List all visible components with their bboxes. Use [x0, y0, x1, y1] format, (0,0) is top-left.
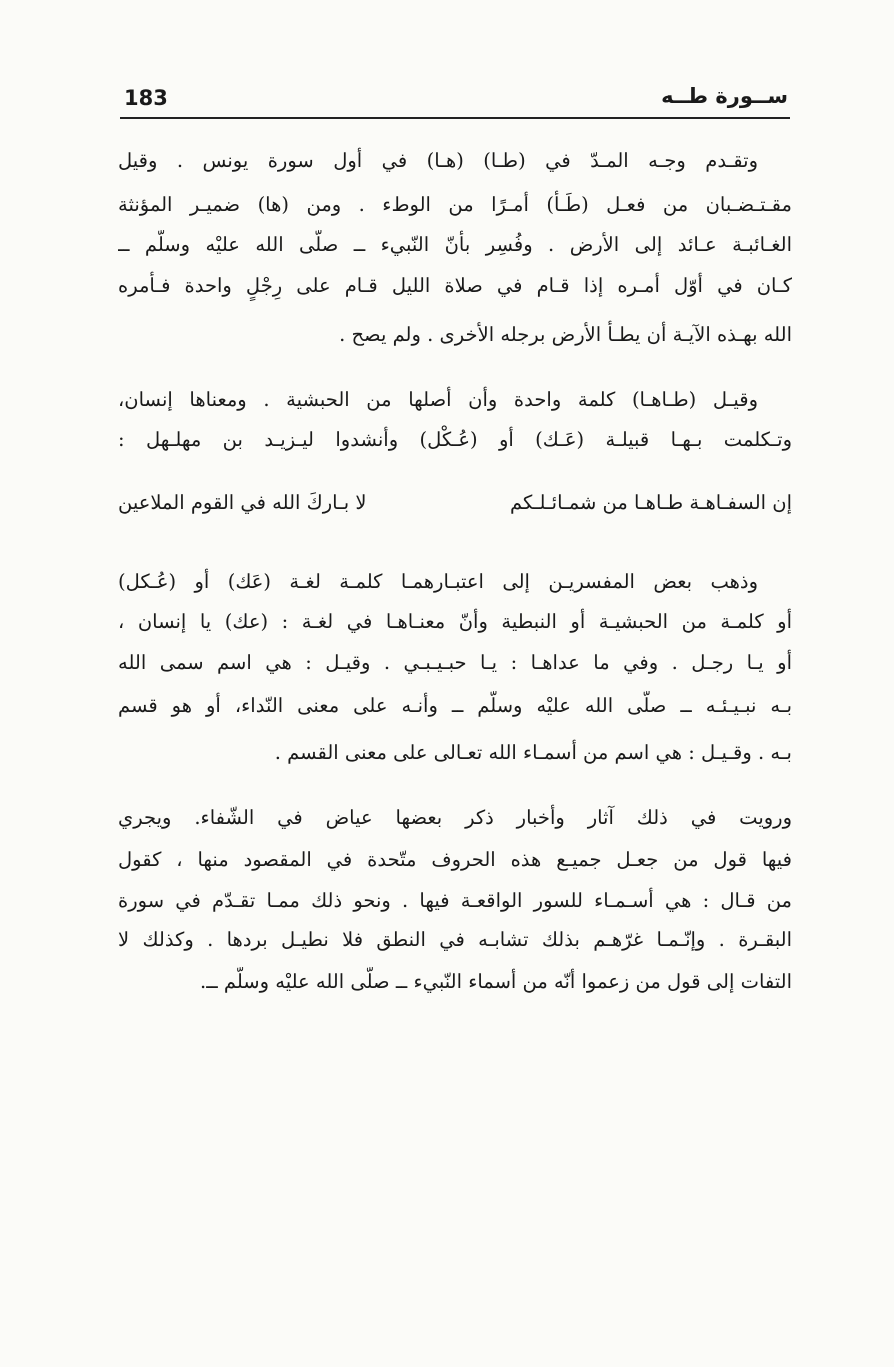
text-line: التفات إلى قول من زعموا أنّه من أسماء النّبيء ــ صلّى الله عليْه وسلّم ــ.	[200, 970, 792, 993]
page-number: 183	[124, 86, 168, 110]
text-line: أو كلمـة من الحبشيـة أو النبطية وأنّ معنـاهـا في لغـة : (عك) يا إنسان ،	[118, 610, 792, 633]
text-line: أو يـا رجـل . وفي ما عداهـا : يـا حبـيـبـي . وقيـل : هي اسم سمى الله	[118, 651, 792, 674]
running-title: ســورة طــه	[661, 84, 788, 108]
text-line: ورويت في ذلك آثار وأخبار ذكر بعضها عياض في الشّفاء. ويجري	[118, 806, 792, 829]
page-header	[120, 84, 790, 118]
text-line: بـه . وقـيـل : هي اسم من أسمـاء الله تعـالى على معنى القسم .	[274, 741, 792, 764]
text-line: بـه نبـيـئـه ــ صلّى الله عليْه وسلّم ــ وأنـه على معنى النّداء، أو هو قسم	[118, 694, 792, 717]
text-line: وتـكلمت بـهـا قبيلـة (عَـك) أو (عُـكْل) وأنشدوا ليـزيـد بن مهلـهل :	[118, 428, 792, 451]
text-line: وذهب بعض المفسريـن إلى اعتبـارهمـا كلمـة لغـة (عَك) أو (عُـكل)	[118, 570, 758, 593]
verse-second-hemistich: لا بـاركَ الله في القوم الملاعين	[118, 491, 367, 514]
header-rule	[120, 117, 790, 119]
verse-first-hemistich: إن السفـاهـة طـاهـا من شمـائـلـكم	[510, 491, 792, 514]
text-line: من قـال : هي أسـمـاء للسور الواقعـة فيها . ونحو ذلك ممـا تقـدّم في سورة	[118, 889, 792, 912]
text-line: وتقـدم وجـه المـدّ في (طـا) (هـا) في أول سورة يونس . وقيل	[118, 149, 758, 172]
text-line: الله بهـذه الآيـة أن يطـأ الأرض برجله الأخرى . ولم يصح .	[339, 323, 792, 346]
text-line: الغـائبـة عـائد إلى الأرض . وفُسِر بأنّ النّبيء ــ صلّى الله عليْه وسلّم ــ	[118, 233, 792, 256]
text-line: فيها قول من جعـل جميـع هذه الحروف متّحدة في المقصود منها ، كقول	[118, 848, 792, 871]
text-line: وقيـل (طـاهـا) كلمة واحدة وأن أصلها من الحبشية . ومعناها إنسان،	[118, 388, 758, 411]
text-line: مقـتـضـبان من فعـل (طَـأ) أمـرًا من الوطء . ومن (ها) ضميـر المؤنثة	[118, 193, 792, 216]
text-line: كـان في أوّل أمـره إذا قـام في صلاة الليل قـام على رِجْلٍ واحدة فـأمره	[118, 274, 792, 297]
text-line: البقـرة . وإنّـمـا غرّهـم بذلك تشابـه في النطق فلا نطيـل بردها . وكذلك لا	[118, 928, 792, 951]
